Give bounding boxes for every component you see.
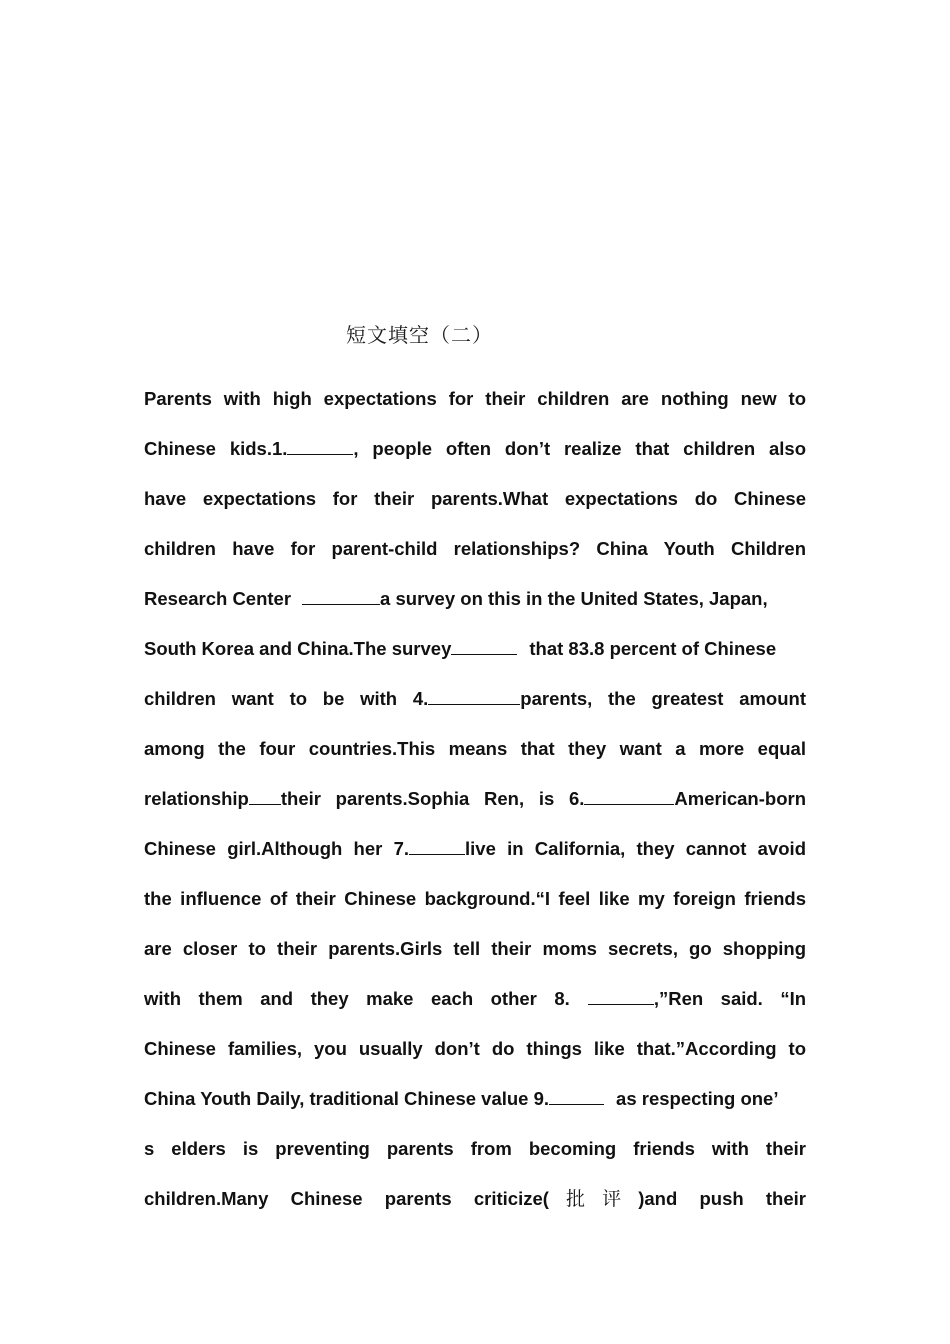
answer-blank-6[interactable] <box>584 786 674 805</box>
passage-line: are closer to their parents.Girls tell their moms secrets, go shopping <box>144 938 806 959</box>
answer-blank-2[interactable] <box>302 586 380 605</box>
passage-line: among the four countries.This means that they want a more equal <box>144 738 806 759</box>
chinese-gloss: 批评 <box>548 1188 639 1210</box>
answer-blank-1[interactable] <box>287 436 353 455</box>
passage-line: Chinese families, you usually don’t do things like that.”According to <box>144 1038 806 1059</box>
answer-blank-9[interactable] <box>549 1086 604 1105</box>
passage-line: the influence of their Chinese background.“I feel like my foreign friends <box>144 888 806 909</box>
answer-blank-5[interactable] <box>249 786 281 805</box>
answer-blank-3[interactable] <box>451 636 517 655</box>
passage-line: children.Many Chinese parents criticize(批评)and push their <box>144 1188 806 1210</box>
passage-line: Research Center a survey on this in the United States, Japan, <box>144 588 768 609</box>
passage-line: China Youth Daily, traditional Chinese value 9. as respecting one’ <box>144 1088 779 1109</box>
passage-line: have expectations for their parents.What expectations do Chinese <box>144 488 806 509</box>
answer-blank-7[interactable] <box>409 836 465 855</box>
answer-blank-4[interactable] <box>428 686 520 705</box>
answer-blank-8[interactable] <box>588 986 654 1005</box>
passage-line: Parents with high expectations for their children are nothing new to <box>144 388 806 409</box>
passage-line: children want to be with 4. parents, the greatest amount <box>144 688 806 709</box>
passage-line: s elders is preventing parents from becoming friends with their <box>144 1138 806 1159</box>
passage-line: with them and they make each other 8. ,”Ren said. “In <box>144 988 807 1009</box>
passage-line: relationship their parents.Sophia Ren, is 6. American-born <box>144 788 806 809</box>
passage-line: Chinese girl.Although her 7. live in California, they cannot avoid <box>144 838 806 859</box>
passage-line: South Korea and China.The survey that 83.8 percent of Chinese <box>144 638 777 659</box>
page-title: 短文填空（二） <box>346 323 493 347</box>
passage-line: children have for parent-child relationships? China Youth Children <box>144 538 806 559</box>
passage-line: Chinese kids.1. , people often don’t realize that children also <box>144 438 806 459</box>
